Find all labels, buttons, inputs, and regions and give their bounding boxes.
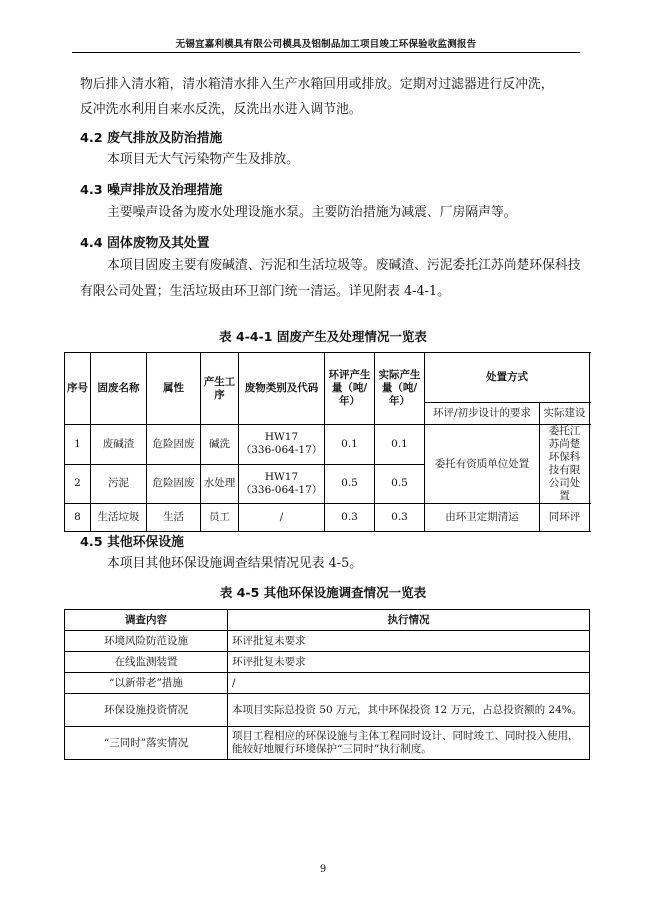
cell-item: “三同时”落实情况 (65, 727, 228, 760)
cell-eia-requirement: 由环卫定期清运 (425, 504, 540, 532)
cell-status: 本项目实际总投资 50 万元，其中环保投资 12 万元，占总投资额的 24%。 (228, 694, 590, 727)
cell-name: 生活垃圾 (91, 504, 147, 532)
section-4-3-text: 主要噪声设备为废水处理设施水泵。主要防治措施为减震、厂房隔声等。 (107, 205, 517, 220)
page-number: 9 (319, 864, 327, 875)
cell-eia: 0.3 (325, 504, 375, 532)
cell-eia: 0.5 (325, 464, 375, 504)
cell-actual: 0.5 (375, 464, 425, 504)
intro-line-2: 反冲洗水利用自来水反洗，反洗出水进入调节池。 (80, 102, 362, 117)
th-disposal-actual: 实际建设 (540, 403, 590, 425)
cell-no: 8 (65, 504, 91, 532)
section-4-4-title: 4.4 固体废物及其处置 (80, 236, 210, 251)
report-header: 无锡宜嘉利模具有限公司模具及铝制品加工项目竣工环保验收监测报告 (175, 39, 477, 50)
cell-actual-disposal: 同环评 (540, 504, 590, 532)
th-no: 序号 (65, 353, 91, 425)
section-4-3-title: 4.3 噪声排放及治理措施 (80, 183, 223, 198)
th-actual-amount: 实际产生量（吨/年） (375, 353, 425, 425)
cell-eia-requirement: 委托有资质单位处置 (425, 425, 540, 504)
table-4-4-1-caption: 表 4-4-1 固废产生及处理情况一览表 (219, 329, 427, 344)
header-rule (72, 52, 580, 53)
section-4-2-title: 4.2 废气排放及防治措施 (80, 131, 223, 146)
cell-name: 废碱渣 (91, 425, 147, 465)
table-row (65, 694, 590, 727)
cell-name: 污泥 (91, 464, 147, 504)
cell-category (239, 425, 325, 465)
th-attr: 属性 (147, 353, 201, 425)
cell-status: / (228, 673, 590, 694)
section-4-5-title: 4.5 其他环保设施 (80, 535, 184, 550)
table-row (65, 504, 590, 532)
th-eia-amount: 环评产生量（吨/年） (325, 353, 375, 425)
cell-eia: 0.1 (325, 425, 375, 465)
cell-item: “以新带老”措施 (65, 673, 228, 694)
th-status: 执行情况 (228, 610, 590, 631)
th-process: 产生工序 (201, 353, 239, 425)
cell-actual-disposal: 委托江苏尚楚环保科技有限公司处置 (540, 425, 590, 504)
cell-category (239, 464, 325, 504)
th-disposal: 处置方式 (425, 353, 590, 403)
cell-category: / (239, 504, 325, 532)
cell-no: 2 (65, 464, 91, 504)
section-4-4-line-1: 本项目固废主要有废碱渣、污泥和生活垃圾等。废碱渣、污泥委托江苏尚楚环保科技 (107, 258, 581, 273)
cell-no: 1 (65, 425, 91, 465)
th-name: 固废名称 (91, 353, 147, 425)
cell-item: 在线监测装置 (65, 652, 228, 673)
section-4-2-text: 本项目无大气污染物产生及排放。 (107, 152, 299, 167)
other-facilities-table (64, 609, 590, 760)
cell-actual: 0.3 (375, 504, 425, 532)
cell-category-code: HW17 (264, 431, 299, 444)
table-row (65, 727, 590, 760)
cell-status: 环评批复未要求 (228, 652, 590, 673)
cell-attr: 生活 (147, 504, 201, 532)
cell-process: 碱洗 (201, 425, 239, 465)
table-row (65, 652, 590, 673)
cell-process: 水处理 (201, 464, 239, 504)
section-4-4-line-2: 有限公司处置；生活垃圾由环卫部门统一清运。详见附表 4-4-1。 (80, 284, 450, 299)
cell-item: 环境风险防范设施 (65, 631, 228, 652)
table-row (65, 631, 590, 652)
cell-actual: 0.1 (375, 425, 425, 465)
cell-category-code: HW17 (264, 470, 299, 483)
cell-attr: 危险固废 (147, 464, 201, 504)
cell-category-num: （336-064-17） (240, 444, 323, 457)
th-category: 废物类别及代码 (239, 353, 325, 425)
intro-line-1: 物后排入清水箱，清水箱清水排入生产水箱回用或排放。定期对过滤器进行反冲洗， (80, 77, 554, 92)
cell-category-num: （336-064-17） (240, 483, 323, 496)
table-4-5-caption: 表 4-5 其他环保设施调查情况一览表 (219, 585, 427, 600)
th-item: 调查内容 (65, 610, 228, 631)
cell-process: 员工 (201, 504, 239, 532)
cell-attr: 危险固废 (147, 425, 201, 465)
cell-item: 环保设施投资情况 (65, 694, 228, 727)
cell-status: 项目工程相应的环保设施与主体工程同时设计、同时竣工、同时投入使用，能较好地履行环境保护“三同时”执行制度。 (228, 727, 590, 760)
table-row (65, 425, 590, 465)
th-disposal-eia: 环评/初步设计的要求 (425, 403, 540, 425)
solid-waste-table (64, 352, 590, 532)
section-4-5-text: 本项目其他环保设施调查结果情况见表 4-5。 (107, 556, 363, 571)
table-row (65, 673, 590, 694)
cell-status: 环评批复未要求 (228, 631, 590, 652)
